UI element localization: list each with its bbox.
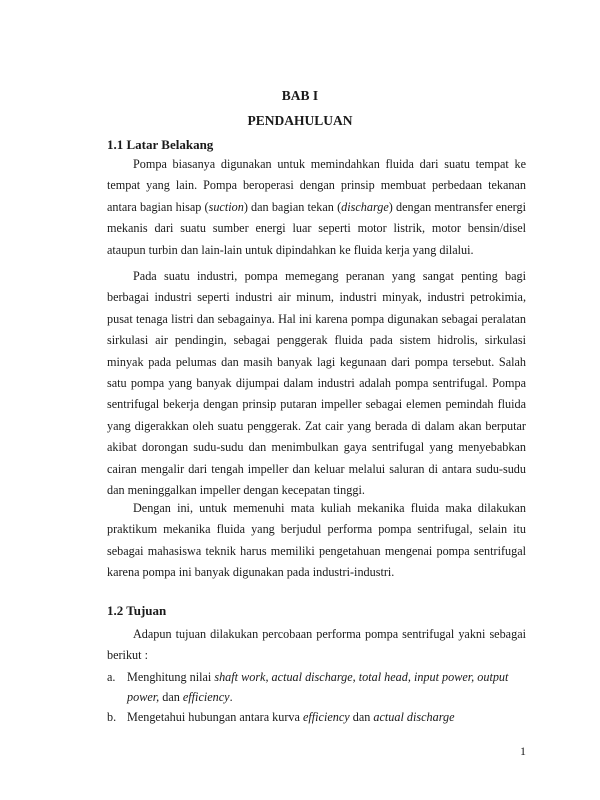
section-heading-latar-belakang: 1.1 Latar Belakang <box>107 137 214 152</box>
paragraph-tujuan-intro: Adapun tujuan dilakukan percobaan performa pompa sentrifugal yakni sebagai berikut : <box>107 627 526 663</box>
list-item-text: Menghitung nilai shaft work, actual discharge, total head, input power, output power, dan efficiency. <box>127 670 509 704</box>
list-item <box>107 667 526 707</box>
italic-term: discharge <box>341 199 389 214</box>
list-item-text: Mengetahui hubungan antara kurva efficiency dan actual discharge <box>127 710 455 724</box>
section-heading-tujuan: 1.2 Tujuan <box>107 603 167 618</box>
italic-term: suction <box>208 199 244 214</box>
chapter-title: PENDAHULUAN <box>247 113 353 128</box>
italic-term: efficiency <box>182 690 230 704</box>
list-marker: a. <box>107 670 116 684</box>
italic-term: efficiency <box>302 710 350 724</box>
chapter-number: BAB I <box>281 88 319 103</box>
paragraph: Pompa biasanya digunakan untuk memindahkan fluida dari suatu tempat ke tempat yang lain. Pompa beroperasi dengan prinsip membuat perbedaan tekanan antara bagian hisap (suction) dan bagian tekan (discharge) dengan mentransfer energi mekanis dari suatu sumber energi luar seperti motor listrik, motor bensin/disel ataupun turbin dan lain-lain untuk dipindahkan ke fluida kerja yang dilalui. <box>107 157 526 257</box>
objectives-list <box>107 667 526 727</box>
paragraph: Pada suatu industri, pompa memegang peranan yang sangat penting bagi berbagai industri seperti industri air minum, industri minyak, industri petrokimia, pusat tenaga listri dan sebagainya. Hal ini karena pompa digunakan sebagai peralatan sirkulasi air pendingin, sebagai penggerak fluida pada sistem hidrolis, sirkulasi minyak pada pelumas dan masih banyak lagi kegunaan dari pompa tersebut. Salah satu pompa yang banyak dijumpai dalam industri adalah pompa sentrifugal. Pompa sentrifugal bekerja dengan prinsip putaran impeller sebagai elemen pemindah fluida yang digerakkan oleh suatu penggerak. Zat cair yang berada di dalam akan berputar akibat dorongan sudu-sudu dan menimbulkan gaya sentrifugal yang menyebabkan cairan mengalir dari tengah impeller dan keluar melalui saluran di antara sudu-sudu dan meninggalkan impeller dengan kecepatan tinggi. <box>107 269 526 498</box>
italic-term: actual discharge <box>373 710 455 724</box>
list-item <box>107 707 526 727</box>
italic-term: shaft work, actual discharge, total head, input power, output power, <box>127 670 509 704</box>
paragraph: Dengan ini, untuk memenuhi mata kuliah mekanika fluida maka dilakukan praktikum mekanika fluida yang berjudul performa pompa sentrifugal, selain itu sebagai mahasiswa teknik harus memiliki pengetahuan mengenai pompa sentrifugal karena pompa ini banyak digunakan pada industri-industri. <box>107 501 526 580</box>
list-marker: b. <box>107 710 117 724</box>
page-number: 1 <box>520 744 526 758</box>
